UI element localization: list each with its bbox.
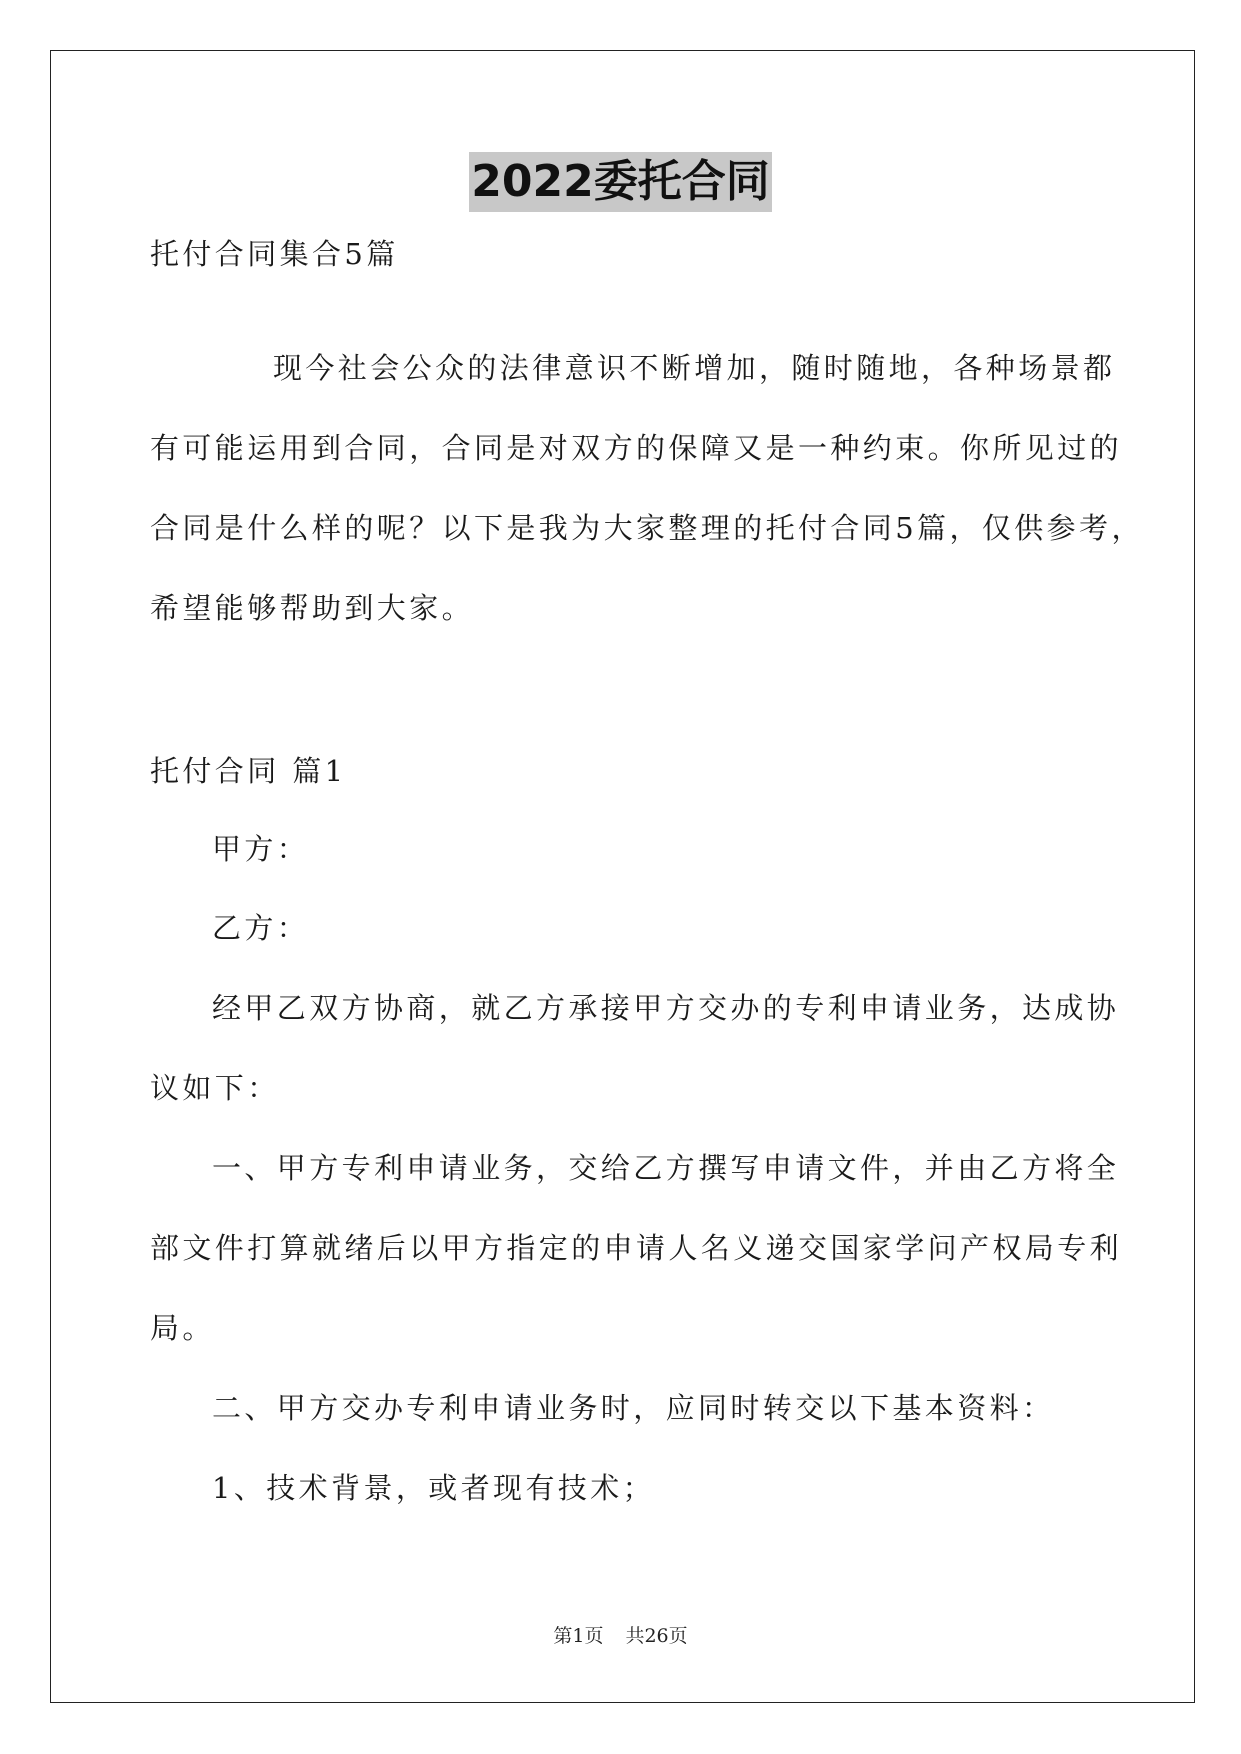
body-line: 局。 xyxy=(150,1311,215,1345)
body-line: 一、甲方专利申请业务，交给乙方撰写申请文件，并由乙方将全 xyxy=(212,1151,1120,1185)
body-line: 经甲乙双方协商，就乙方承接甲方交办的专利申请业务，达成协 xyxy=(212,991,1120,1025)
page-footer xyxy=(0,1623,1241,1649)
intro-line-3: 合同是什么样的呢？以下是我为大家整理的托付合同5篇，仅供参考， xyxy=(150,511,1144,545)
body-line: 1、技术背景，或者现有技术； xyxy=(212,1471,656,1505)
title-container xyxy=(0,152,1241,212)
document-title: 2022委托合同 xyxy=(469,152,771,212)
body-line: 二、甲方交办专利申请业务时，应同时转交以下基本资料： xyxy=(212,1391,1055,1425)
intro-line-4: 希望能够帮助到大家。 xyxy=(150,591,475,625)
page-border xyxy=(50,50,1195,1703)
intro-line-2: 有可能运用到合同，合同是对双方的保障又是一种约束。你所见过的 xyxy=(150,431,1123,465)
body-line: 部文件打算就绪后以甲方指定的申请人名义递交国家学问产权局专利 xyxy=(150,1231,1123,1265)
party-a-label: 甲方： xyxy=(212,832,310,866)
page-total: 共26页 xyxy=(625,1625,688,1647)
document-subtitle: 托付合同集合5篇 xyxy=(150,237,399,271)
body-line: 议如下： xyxy=(150,1071,280,1105)
section-heading: 托付合同 篇1 xyxy=(150,754,347,788)
party-b-label: 乙方： xyxy=(212,911,310,945)
page-number: 第1页 xyxy=(553,1625,604,1647)
intro-line-1: 现今社会公众的法律意识不断增加，随时随地，各种场景都 xyxy=(273,351,1116,385)
